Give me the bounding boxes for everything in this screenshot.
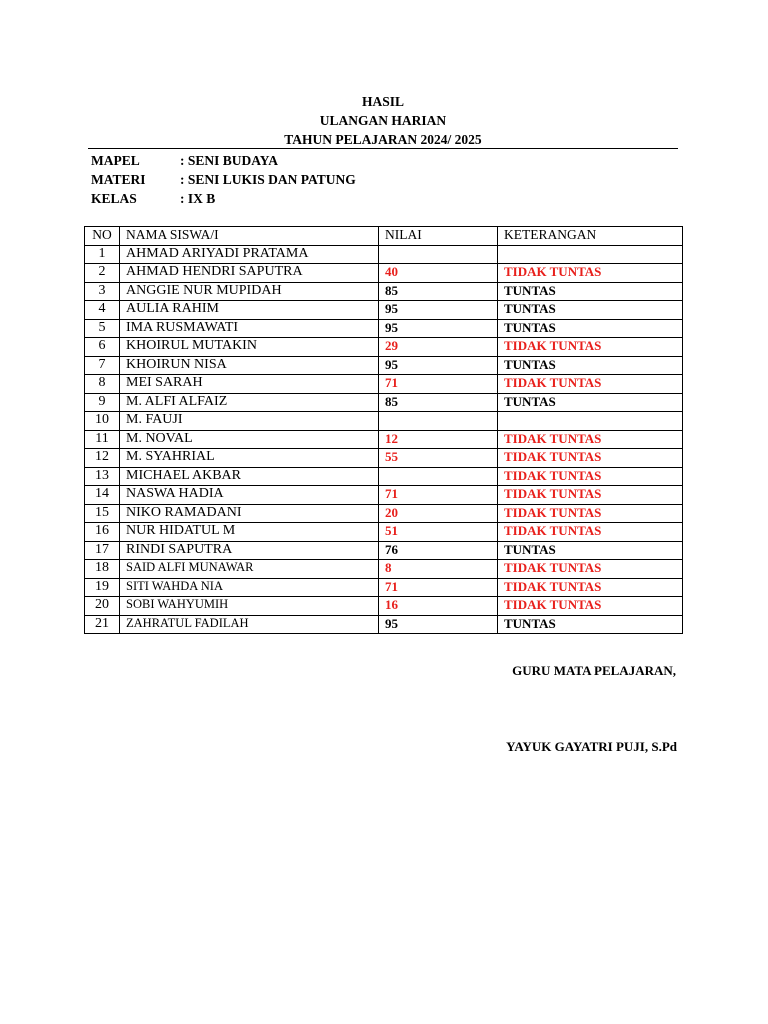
cell-keterangan: TIDAK TUNTAS [498,430,683,449]
cell-nilai: 76 [379,541,498,560]
cell-name: NASWA HADIA [120,486,379,505]
cell-keterangan: TIDAK TUNTAS [498,504,683,523]
cell-name: RINDI SAPUTRA [120,541,379,560]
table-body [85,245,683,634]
cell-keterangan: TUNTAS [498,615,683,634]
cell-name: M. ALFI ALFAIZ [120,393,379,412]
table-row [85,245,683,264]
table-row [85,504,683,523]
table-row [85,597,683,616]
meta-row [91,189,356,208]
cell-nilai [379,245,498,264]
cell-keterangan [498,412,683,431]
cell-keterangan: TIDAK TUNTAS [498,264,683,283]
cell-name: ANGGIE NUR MUPIDAH [120,282,379,301]
cell-no: 3 [85,282,120,301]
cell-keterangan: TIDAK TUNTAS [498,375,683,394]
cell-nilai: 85 [379,393,498,412]
cell-no: 13 [85,467,120,486]
table-row [85,541,683,560]
cell-no: 16 [85,523,120,542]
cell-no: 6 [85,338,120,357]
cell-no: 5 [85,319,120,338]
cell-no: 20 [85,597,120,616]
cell-name: SITI WAHDA NIA [120,578,379,597]
cell-keterangan: TIDAK TUNTAS [498,578,683,597]
cell-no: 9 [85,393,120,412]
cell-nilai: 95 [379,301,498,320]
table-row [85,393,683,412]
table-row [85,560,683,579]
cell-no: 21 [85,615,120,634]
meta-value: : SENI LUKIS DAN PATUNG [180,172,356,187]
cell-nilai [379,412,498,431]
meta-info [91,151,356,208]
title-divider [88,148,678,149]
meta-value: : IX B [180,191,216,206]
cell-keterangan: TIDAK TUNTAS [498,560,683,579]
cell-no: 7 [85,356,120,375]
cell-no: 18 [85,560,120,579]
cell-name: M. SYAHRIAL [120,449,379,468]
title-line-3: TAHUN PELAJARAN 2024/ 2025 [284,132,482,147]
meta-row [91,170,356,189]
table-row [85,430,683,449]
table-row [85,449,683,468]
column-header-nilai: NILAI [379,227,498,246]
cell-nilai: 40 [379,264,498,283]
cell-no: 12 [85,449,120,468]
table-row [85,319,683,338]
cell-nilai: 20 [379,504,498,523]
meta-label: MAPEL [91,153,140,168]
grades-table [84,226,683,634]
cell-name: M. NOVAL [120,430,379,449]
table-row [85,467,683,486]
table-row [85,356,683,375]
cell-nilai: 29 [379,338,498,357]
cell-keterangan: TUNTAS [498,319,683,338]
cell-no: 1 [85,245,120,264]
table-row [85,375,683,394]
cell-name: KHOIRUL MUTAKIN [120,338,379,357]
table-header-row [85,227,683,246]
cell-no: 19 [85,578,120,597]
column-header-name: NAMA SISWA/I [120,227,379,246]
meta-label: KELAS [91,191,137,206]
table-row [85,486,683,505]
table-row [85,264,683,283]
cell-nilai: 95 [379,615,498,634]
meta-label: MATERI [91,172,146,187]
cell-keterangan: TUNTAS [498,356,683,375]
cell-keterangan: TIDAK TUNTAS [498,338,683,357]
cell-keterangan: TIDAK TUNTAS [498,597,683,616]
cell-nilai: 95 [379,356,498,375]
cell-keterangan: TIDAK TUNTAS [498,523,683,542]
table-row [85,412,683,431]
cell-nilai: 51 [379,523,498,542]
cell-no: 11 [85,430,120,449]
column-header-no: NO [85,227,120,246]
cell-no: 2 [85,264,120,283]
cell-name: SOBI WAHYUMIH [120,597,379,616]
cell-name: ZAHRATUL FADILAH [120,615,379,634]
cell-no: 4 [85,301,120,320]
cell-nilai: 12 [379,430,498,449]
cell-keterangan: TUNTAS [498,393,683,412]
cell-nilai: 71 [379,486,498,505]
cell-keterangan: TUNTAS [498,282,683,301]
cell-no: 15 [85,504,120,523]
cell-name: SAID ALFI MUNAWAR [120,560,379,579]
document-title [88,92,678,149]
column-header-keterangan: KETERANGAN [498,227,683,246]
signature-name: YAYUK GAYATRI PUJI, S.Pd [506,739,677,754]
cell-keterangan: TUNTAS [498,301,683,320]
cell-nilai: 71 [379,578,498,597]
cell-nilai: 71 [379,375,498,394]
cell-name: NIKO RAMADANI [120,504,379,523]
meta-value: : SENI BUDAYA [180,153,279,168]
cell-nilai: 85 [379,282,498,301]
cell-nilai: 55 [379,449,498,468]
signature-title: GURU MATA PELAJARAN, [512,663,676,678]
cell-name: AULIA RAHIM [120,301,379,320]
cell-nilai: 95 [379,319,498,338]
cell-keterangan: TIDAK TUNTAS [498,486,683,505]
cell-name: M. FAUJI [120,412,379,431]
cell-keterangan: TIDAK TUNTAS [498,449,683,468]
table-row [85,282,683,301]
cell-name: AHMAD ARIYADI PRATAMA [120,245,379,264]
table-row [85,615,683,634]
table-row [85,338,683,357]
cell-name: KHOIRUN NISA [120,356,379,375]
cell-nilai: 16 [379,597,498,616]
cell-no: 10 [85,412,120,431]
cell-name: MICHAEL AKBAR [120,467,379,486]
cell-name: AHMAD HENDRI SAPUTRA [120,264,379,283]
cell-no: 17 [85,541,120,560]
cell-keterangan: TIDAK TUNTAS [498,467,683,486]
table-row [85,301,683,320]
cell-keterangan [498,245,683,264]
table-row [85,578,683,597]
cell-no: 14 [85,486,120,505]
cell-keterangan: TUNTAS [498,541,683,560]
cell-name: NUR HIDATUL M [120,523,379,542]
title-line-1: HASIL [361,94,405,109]
table-row [85,523,683,542]
cell-nilai: 8 [379,560,498,579]
cell-name: MEI SARAH [120,375,379,394]
meta-row [91,151,356,170]
cell-no: 8 [85,375,120,394]
cell-nilai [379,467,498,486]
title-line-2: ULANGAN HARIAN [319,113,447,128]
cell-name: IMA RUSMAWATI [120,319,379,338]
